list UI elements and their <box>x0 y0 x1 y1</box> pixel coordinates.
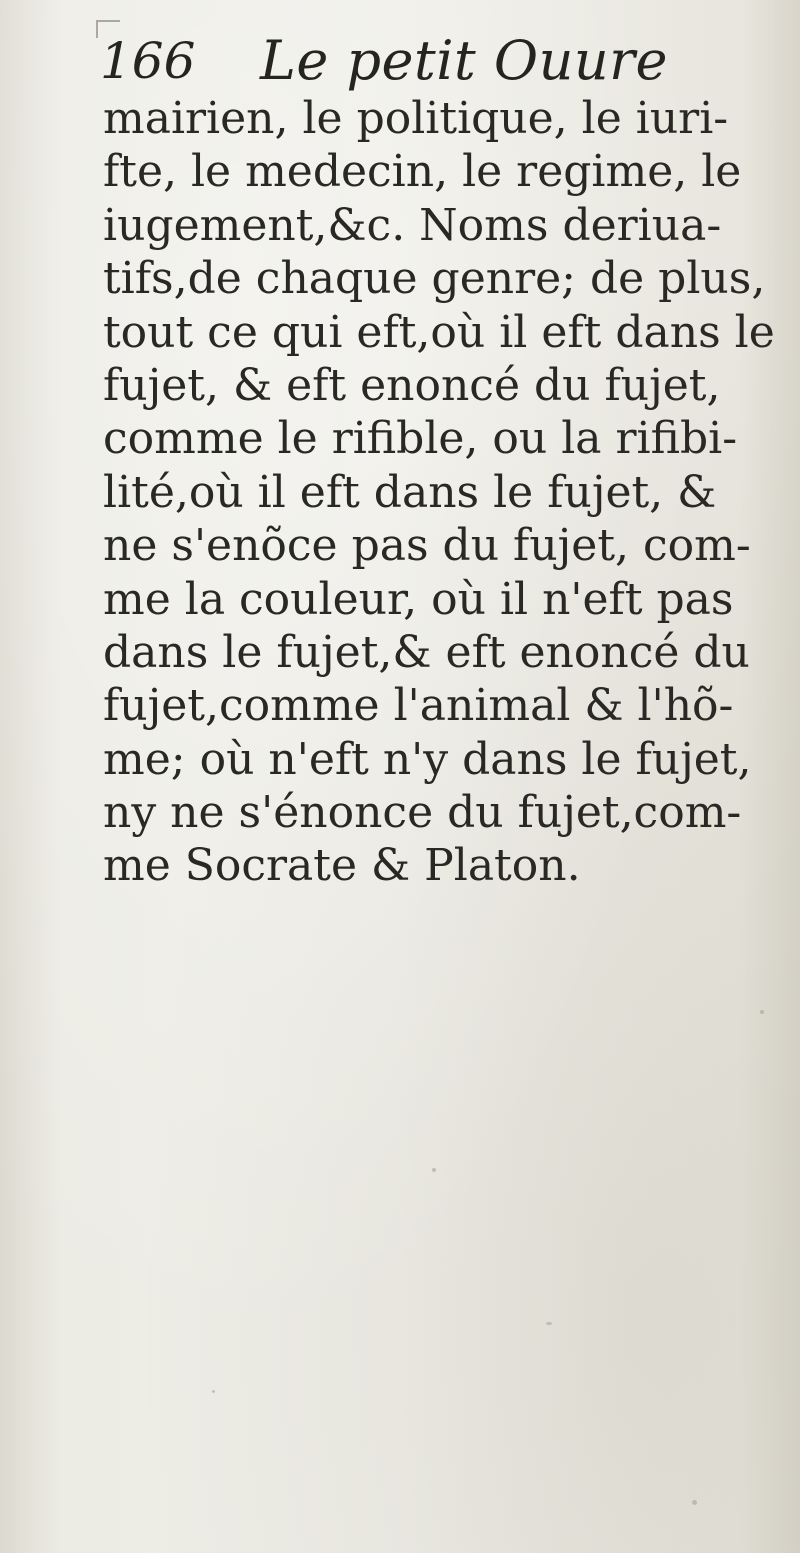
paper-speck <box>692 1500 697 1505</box>
text-line: lité,où il eft dans le fujet, & <box>103 466 717 518</box>
page-number: 166 <box>100 32 196 90</box>
paper-speck <box>212 1390 215 1393</box>
running-head: Le petit Ouure <box>260 29 668 92</box>
text-line: me Socrate & Platon. <box>103 840 581 892</box>
text-line: tout ce qui eft,où il eft dans le <box>103 306 775 358</box>
text-line: fujet,comme l'animal & l'hõ- <box>103 680 734 732</box>
text-line: dans le fujet,& eft enoncé du <box>103 626 750 678</box>
text-line: iugement,&c. Noms deriua- <box>103 199 722 251</box>
page-header <box>100 26 700 96</box>
text-line: ne s'enõce pas du fujet, com- <box>103 520 751 572</box>
text-line: mairien, le politique, le iuri- <box>103 93 729 144</box>
text-line: me; où n'eft n'y dans le fujet, <box>103 733 752 785</box>
text-line: me la couleur, où il n'eft pas <box>103 573 734 625</box>
text-line: ny ne s'énonce du fujet,com- <box>103 787 742 839</box>
text-line: fujet, & eft enoncé du fujet, <box>103 359 721 411</box>
paper-speck <box>760 1010 764 1014</box>
body-text <box>103 92 775 893</box>
text-line: comme le rifible, ou la rifibi- <box>103 413 738 465</box>
paper-speck <box>432 1168 436 1172</box>
paper-speck <box>546 1322 552 1325</box>
text-line: fte, le medecin, le regime, le <box>103 146 742 198</box>
text-line: tifs,de chaque genre; de plus, <box>103 253 766 305</box>
